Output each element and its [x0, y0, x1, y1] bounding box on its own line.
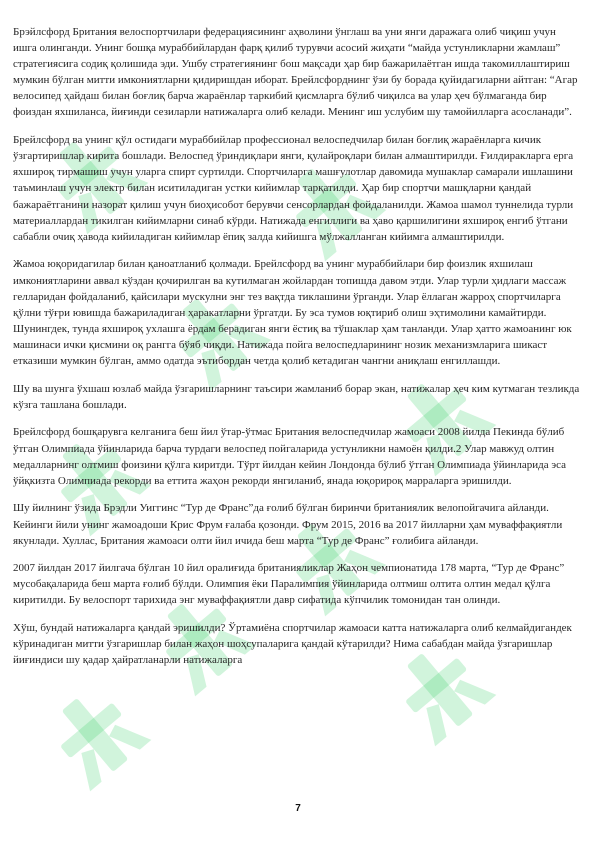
paragraph-5: Брейлсфорд бошқарувга келганига беш йил ўтар-ўтмас Британия велоспедчилар жамоаси 2008 йилда Пекинда бўлиб ўтган Олимпиада ўйинларида барча турдаги велоспед пойгаларида устунликни намоён қилди.2 Улар мавжуд олтин медалларнинг олтмиш фоизини қўлга киритди. Тўрт йилдан кейин Лондонда бўлиб ўтган Олимпиада ўйинларида эса ўйқкизта Олимпиада рекорди ва еттита жаҳон рекорди янгиланиб, янада юқорироқ марраларга эришилди.	[13, 426, 567, 487]
paragraph-1: Брэйлсфорд Британия велоспортчилари федерациясининг аҳволини ўнглаш ва уни янги даражага олиб чиқиш учун ишга олинганди. Унинг бошқа мураббийлардан фарқ қилиб турувчи асосий жиҳати “майда устунликларни жамлаш” стратегиясига содиқ қолишида эди. Ушбу стратегиянинг бош мақсади ҳар бир бажарилаётган ишда такомиллаштириш мумкин бўлган митти имкониятларни қидиришдан иборат. Брейлсфорднинг ўзи бу борада қуйидагиларни айтган: “Агар велосипед ҳайдаш билан боғлиқ барча жараёнлар таркибий қисмларга бўлиб чиқилса ва улар ҳеч бўлмаганда бир фоиздан яхшиланса, йиғинди сезиларли натижаларга олиб келади. Менинг иш услубим шу тамойилларга асосланади”.	[13, 26, 578, 119]
paragraph-6: Шу йилнинг ўзида Брэдли Уиггинс “Тур де Франс”да ғолиб бўлган биринчи британиялик велопойгачига айланди. Кейинги йили унинг жамоадоши Крис Фрум ғалаба қозонди. Фрум 2015, 2016 ва 2017 йилларни ҳам муваффақиятли якунлади. Хуллас, Британия жамоаси олти йил ичида беш марта “Тур де Франс” ғолибига айланди.	[13, 502, 563, 547]
paragraph-4: Шу ва шунга ўхшаш юзлаб майда ўзгаришларнинг таъсири жамланиб борар экан, натижалар ҳеч ким кутмаган тезликда кўзга ташлана бошлади.	[13, 382, 580, 411]
paragraph-3: Жамоа юқоридагилар билан қаноатланиб қолмади. Брейлсфорд ва унинг мураббийлари бир фоизлик яхшилаш имкониятларини аввал кўздан қочирилган ва кутилмаган жойлардан топишда давом этди. Улар турли ҳидлаги массаж гелларидан фойдаланиб, қайсилари мускулни энг тез вақтда тиклашини ўрганди. Улар ёллаган жарроҳ спортчиларга қўлни тўғри ювишда бажариладиган ҳаракатларни ўргатди. Бу эса тумов юқтириб олиш эҳтимолини камайтирди. Шунингдек, тунда яхшироқ ухлашга ёрдам берадиган янги ёстиқ ва тўшаклар ҳам танланди. Улар ҳатто жамоанинг юк машинаси ички қисмини оқ рангга бўяб чиқди. Натижада пойга велоспедларининг нозик механизмларига шикаст етказиши мумкин бўлган, аммо одатда эътибордан четда қолиб кетадиган чангни аниқлаш енгиллашди.	[13, 258, 572, 367]
paragraph-8: Хўш, бундай натижаларга қандай эришилди? Ўртамиёна спортчилар жамоаси катта натижаларга олиб келмайдигандек кўринадиган митти ўзгаришлар билан жаҳон шоҳсупаларига қандай кўтарилди? Нима сабабдан майда ўзгаришлар йиғиндиси шу қадар ҳайратланарли натижаларга	[13, 622, 572, 667]
paragraph-2: Брейлсфорд ва унинг қўл остидаги мураббийлар профессионал велоспедчилар билан боғлиқ жараёнларга кичик ўзгартиришлар кирита бошлади. Велоспед ўриндиқлари янги, қулайроқлари билан алмаштирилди. Ғилдиракларга ерга яхшироқ тирмашиш учун уларга спирт суртилди. Спортчиларга машғулотлар давомида мушаклар самарали ишлашини таъминлаш учун электр билан иситиладиган устки кийимлар тарқатилди. Ҳар бир спортчи машқларни қандай бажараётганини назорат қилиш учун биоҳисобот берувчи сенсорлардан фойдаланилди. Жамоа шамол туннелида турли материаллардан тикилган кийимларни синаб кўрди. Натижада енгиллиги ва ҳаво қаршилигини яхшироқ енгиб ўтгани сабабли очиқ ҳавода кийиладиган кийимлар ёпиқ залда кийишга мўлжалланган кийимга алмаштирилди.	[13, 134, 574, 243]
page-number: 7	[295, 803, 301, 814]
paragraph-7: 2007 йилдан 2017 йилгача бўлган 10 йил оралиғида британияликлар Жаҳон чемпионатида 178 марта, “Тур де Франс” мусобақаларида беш марта ғолиб бўлди. Олимпия ёки Паралимпия ўйинларида олтмиш олтита олтин медал қўлга киритилди. Бу велоспорт тарихида энг муваффақиятли давр сифатида кўпчилик томонидан тан олинди.	[13, 562, 565, 607]
document-body	[13, 24, 581, 680]
